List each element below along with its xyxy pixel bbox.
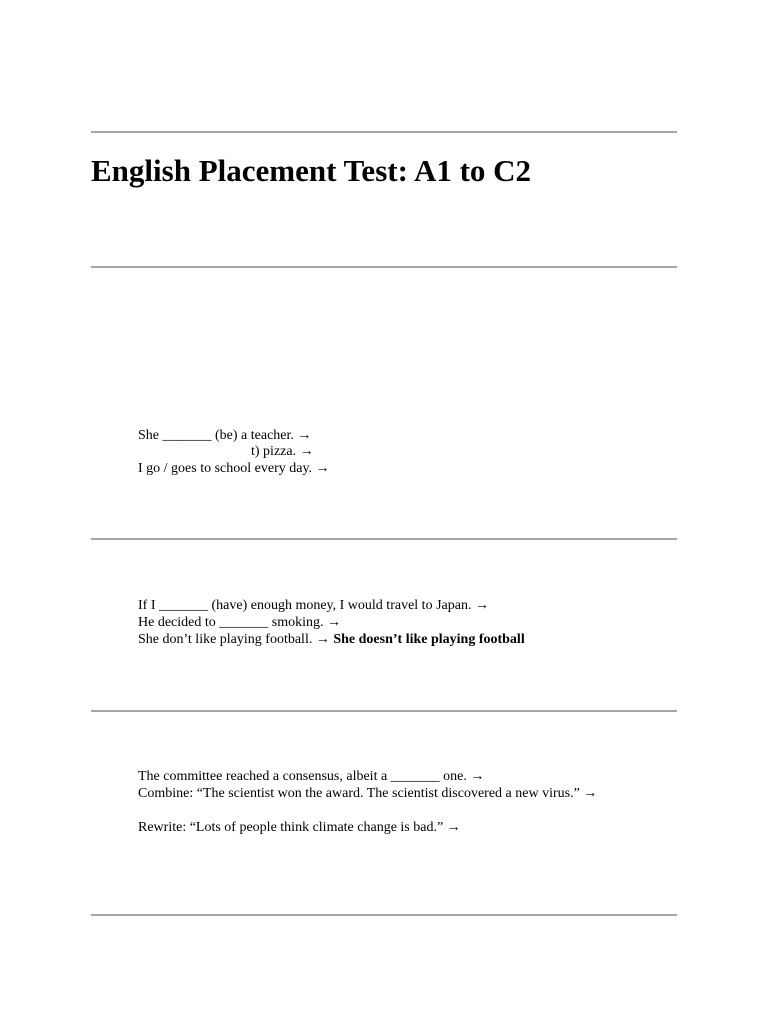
- question-line: I go / goes to school every day. →: [138, 461, 330, 476]
- top-divider: [91, 131, 677, 133]
- section-divider: [91, 710, 677, 712]
- question-line-with-answer: [138, 631, 525, 648]
- bottom-divider: [91, 914, 677, 916]
- title-divider: [91, 266, 677, 268]
- question-line: He decided to _______ smoking. →: [138, 615, 341, 630]
- question-line: If I _______ (have) enough money, I would travel to Japan. →: [138, 598, 489, 613]
- question-text: She don’t like playing football. →: [138, 632, 330, 647]
- question-line: Combine: “The scientist won the award. The scientist discovered a new virus.” →: [138, 786, 598, 801]
- question-line: The committee reached a consensus, albeit a _______ one. →: [138, 769, 485, 784]
- question-line: She _______ (be) a teacher. →: [138, 428, 312, 443]
- answer-text: She doesn’t like playing football: [333, 632, 525, 647]
- section-divider: [91, 538, 677, 540]
- question-line: Rewrite: “Lots of people think climate change is bad.” →: [138, 820, 461, 835]
- question-line: t) pizza. →: [251, 444, 314, 459]
- page-title: English Placement Test: A1 to C2: [91, 153, 532, 188]
